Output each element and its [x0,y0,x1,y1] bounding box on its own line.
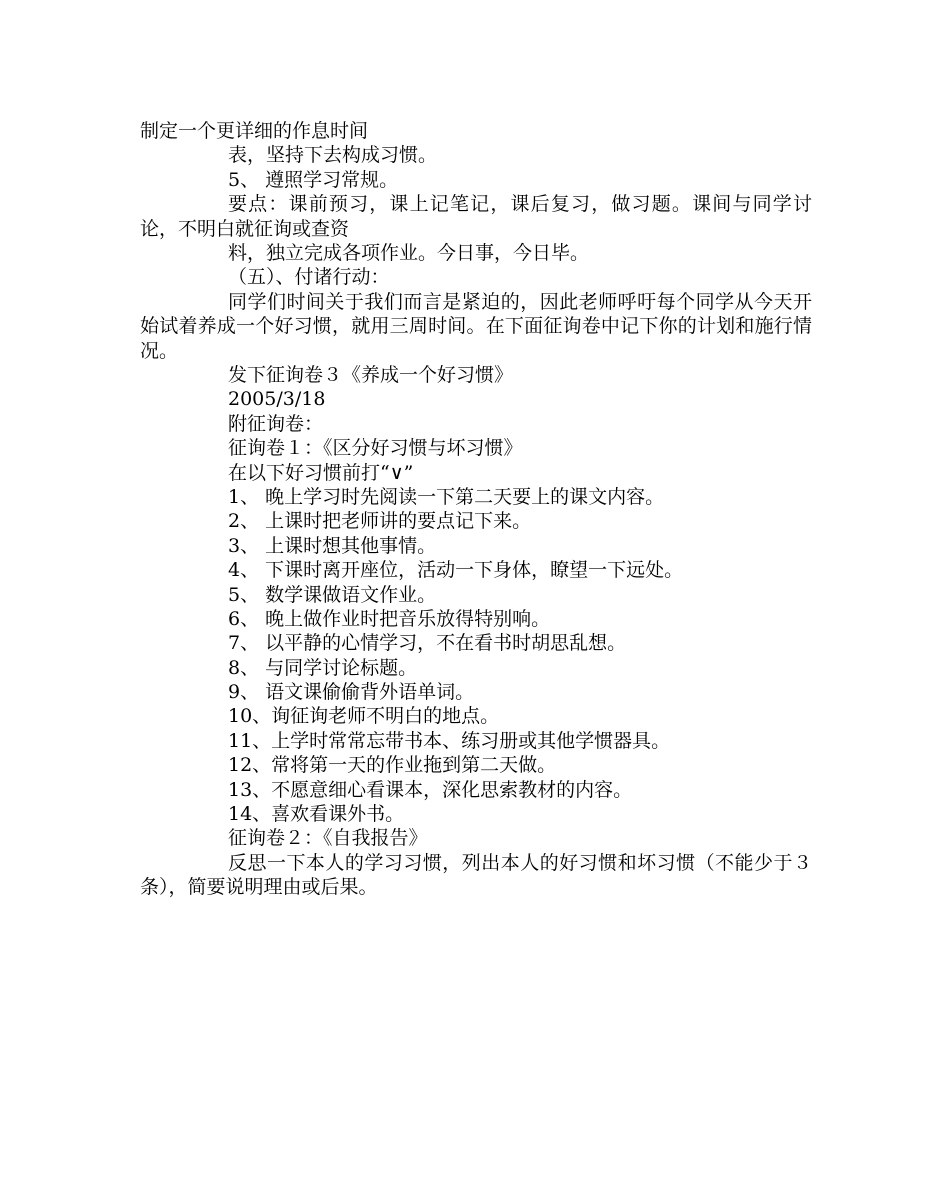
list-item: 1、 晚上学习时先阅读一下第二天要上的课文内容。 [228,485,665,508]
survey-title: 征询卷１：《区分好习惯与坏习惯》 [228,437,523,460]
list-item: 4、 下课时离开座位，活动一下身体，瞭望一下远处。 [228,559,684,582]
list-item: 13、不愿意细心看课本，深化思索教材的内容。 [228,778,633,801]
survey-instruction: 在以下好习惯前打“∨” [228,461,414,484]
document-body [140,119,812,900]
list-item: 9、 语文课偷偷背外语单词。 [228,681,475,704]
action-paragraph: 同学们时间关于我们而言是紧迫的，因此老师呼吁每个同学从今天开始试着养成一个好习惯，就用三周时间。在下面征询卷中记下你的计划和施行情况。 [140,290,812,362]
survey2-paragraph: 反思一下本人的学习习惯，列出本人的好习惯和坏习惯（不能少于３条），简要说明理由或后果。 [140,851,812,899]
list-item: 2、 上课时把老师讲的要点记下来。 [228,510,532,533]
text-line: 发下征询卷３《养成一个好习惯》 [228,363,514,386]
list-item: 3、 上课时想其他事情。 [228,534,437,557]
survey-title: 征询卷２：《自我报告》 [228,827,428,850]
list-item: 7、 以平静的心情学习，不在看书时胡思乱想。 [228,632,627,655]
list-item: 5、 数学课做语文作业。 [228,583,437,606]
key-points-paragraph: 要点：课前预习，课上记笔记，课后复习，做习题。课间与同学讨论，不明白就征询或查资 [140,193,812,240]
text-line: 附征询卷： [228,412,324,435]
list-item: 8、 与同学讨论标题。 [228,656,418,679]
date-text: 2005/3/18 [228,388,326,411]
text-line: 表，坚持下去构成习惯。 [228,144,438,167]
text-line: 5、 遵照学习常规。 [228,168,399,191]
text-line: 制定一个更详细的作息时间 [140,120,369,142]
list-item: 6、 晚上做作业时把音乐放得特别响。 [228,607,551,630]
list-item: 12、常将第一天的作业拖到第二天做。 [228,754,557,777]
list-item: 10、询征询老师不明白的地点。 [228,705,500,728]
list-item: 11、上学时常常忘带书本、练习册或其他学惯器具。 [228,729,671,752]
list-item: 14、喜欢看课外书。 [228,803,405,826]
text-line: 料，独立完成各项作业。今日事，今日毕。 [228,241,590,264]
section-heading: （五）、付诸行动： [228,266,390,289]
